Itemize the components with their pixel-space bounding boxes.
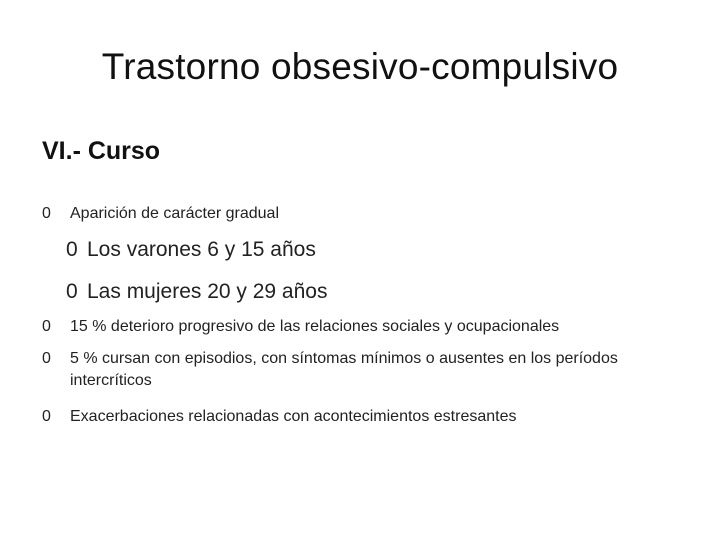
bullet-marker: 0 <box>66 238 78 261</box>
bullet-text: Exacerbaciones relacionadas con acontecimientos estresantes <box>70 408 517 425</box>
bullet-item <box>42 203 279 225</box>
bullet-marker: 0 <box>66 280 78 303</box>
sub-bullet-item <box>66 235 316 265</box>
bullet-marker: 0 <box>42 408 51 425</box>
bullet-item <box>42 348 680 392</box>
slide-title: Trastorno obsesivo-compulsivo <box>101 46 619 87</box>
section-heading: VI.- Curso <box>42 137 161 165</box>
bullet-text: Aparición de carácter gradual <box>70 205 280 222</box>
bullet-text: Las mujeres 20 y 29 años <box>87 280 328 303</box>
bullet-marker: 0 <box>42 205 51 222</box>
bullet-text: Los varones 6 y 15 años <box>87 238 316 261</box>
bullet-text: 15 % deterioro progresivo de las relaciones sociales y ocupacionales <box>70 318 560 335</box>
bullet-item <box>42 316 559 338</box>
bullet-marker: 0 <box>42 318 51 335</box>
bullet-marker: 0 <box>42 350 51 367</box>
bullet-text: 5 % cursan con episodios, con síntomas mínimos o ausentes en los períodos intercríticos <box>70 350 618 389</box>
bullet-item <box>42 406 516 428</box>
sub-bullet-item <box>66 277 327 307</box>
